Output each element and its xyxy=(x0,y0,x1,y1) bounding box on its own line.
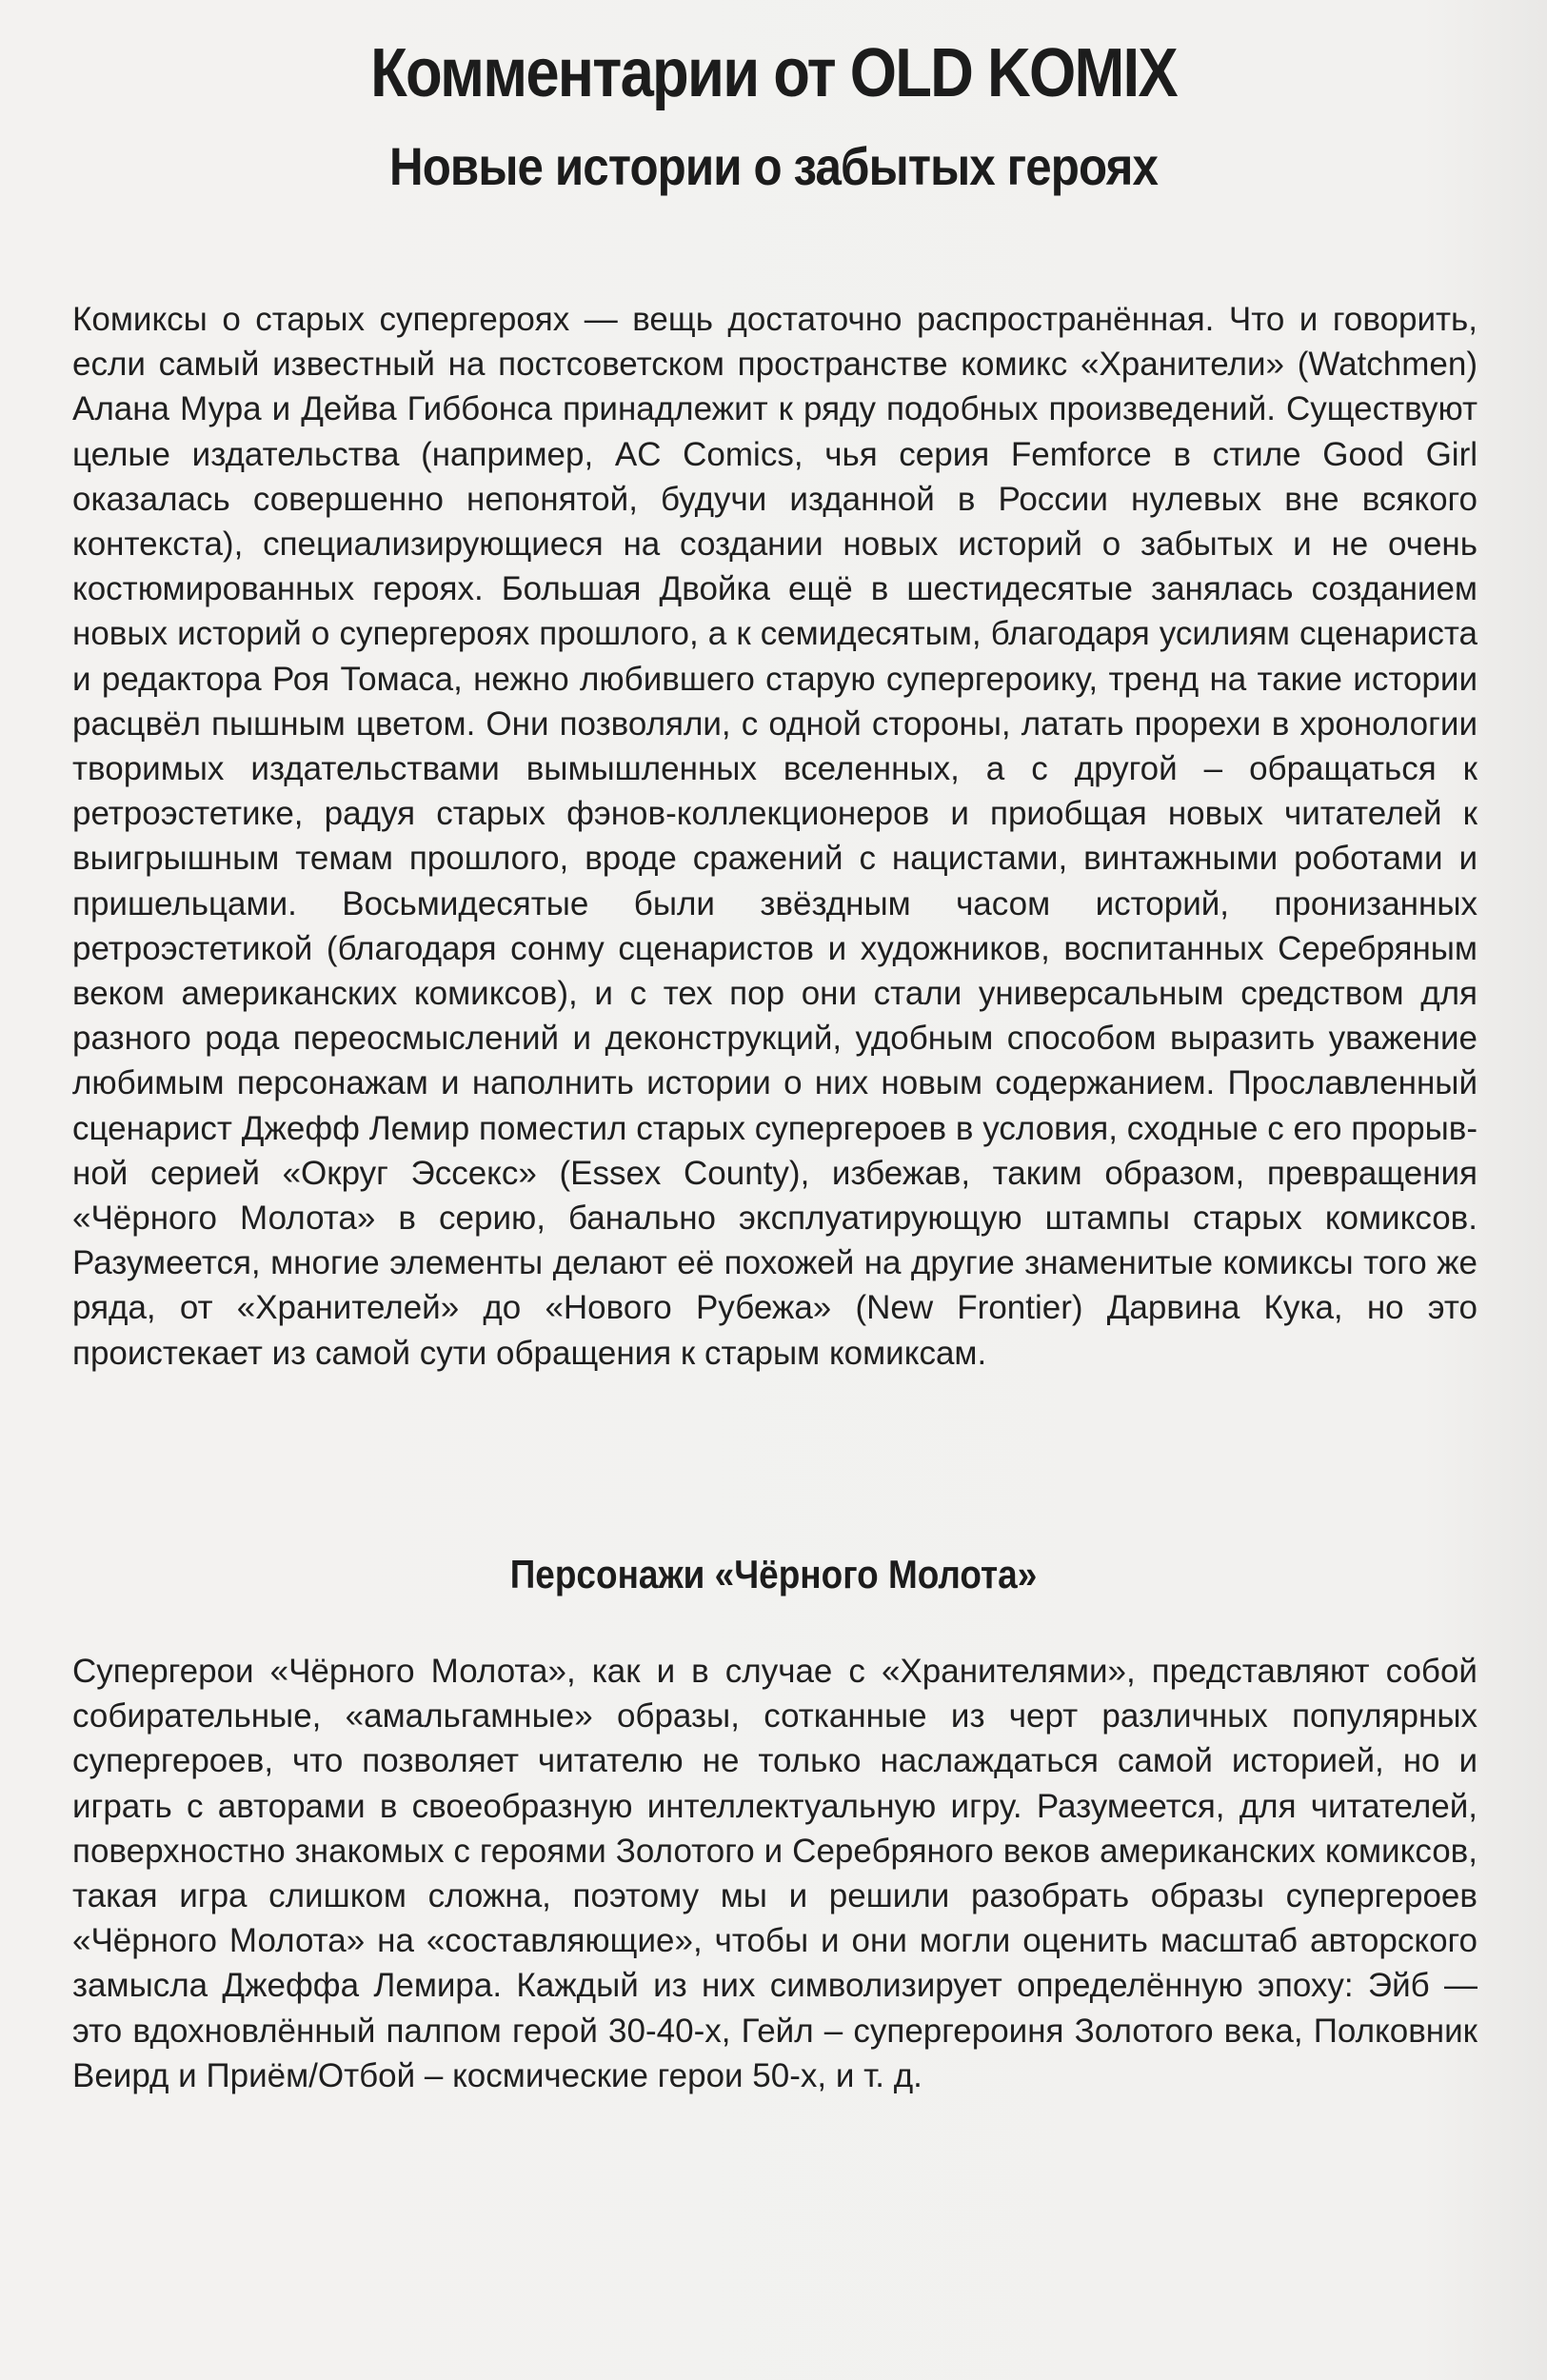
page-title: Комментарии от OLD KOMIX xyxy=(370,35,1177,111)
section-heading: Персонажи «Чёрного Молота» xyxy=(509,1552,1038,1597)
page-subtitle: Новые истории о забытых героях xyxy=(389,136,1158,196)
characters-paragraph: Супергерои «Чёрного Молота», как и в случае с «Хранителями», представляют собой собирательные, «амальгамные» образы, сотканные из черт различных популярных супергероев, что позволяет читателю не только наслаждаться самой историей, но и играть с авторами в своеобразную интеллектуальную игру. Разумеется, для читателей, поверхностно знакомых с героями Золотого и Серебряного веков американских комиксов, такая игра слишком сложна, поэтому мы и решили разобрать образы супергероев «Чёрного Молота» на «составляющие», чтобы и они могли оценить масштаб авторского замысла Джеффа Лемира. Каждый из них символизирует определённую эпоху: Эйб — это вдохновлённый палпом герой 30-40-х, Гейл – супергероиня Золотого века, Полковник Веирд и Приём/Отбой – космические герои 50-х, и т. д. xyxy=(72,1653,1478,2094)
intro-paragraph: Комиксы о старых супергероях — вещь достаточно распространённая. Что и говорить, если самый известный на постсоветском пространстве комикс «Хранители» (Watchmen) Алана Мура и Дейва Гиббонса принадлежит к ряду подобных произведений. Существуют целые издательства (например, AC Comics, чья серия Femforce в стиле Good Girl оказалась совершенно непонятой, будучи изданной в России нулевых вне всякого контекста), специализирующиеся на создании новых историй о забытых и не очень костюмированных героях. Большая Двойка ещё в шестидесятые занялась созданием новых историй о супергероях прошлого, а к семидесятым, благодаря усилиям сценариста и редактора Роя Томаса, нежно любившего старую супергероику, тренд на такие истории расцвёл пышным цветом. Они позволяли, с одной стороны, латать прорехи в хронологии творимых издательствами вымышленных вселенных, а с другой – обращаться к ретроэстетике, радуя старых фэнов-коллекционеров и приобщая новых читателей к выигрышным темам прошлого, вроде сражений с нацистами, винтажными роботами и пришельцами. Восьмидесятые были звёздным часом историй, пронизанных ретроэстетикой (благодаря сонму сценаристов и художников, воспитанных Серебряным веком американских комиксов), и с тех пор они стали универсальным средством для разного рода переосмыслений и деконструкций, удобным способом выразить уважение любимым персонажам и наполнить истории о них новым содержанием. Прославленный сценарист Джефф Лемир поместил старых супергероев в условия, сходные с его прорывной серией «Округ Эссекс» (Essex County), избежав, таким образом, превращения «Чёрного Молота» в серию, банально эксплуатирующую штампы старых комиксов. Разумеется, многие элементы делают её похожей на другие знаменитые комиксы того же ряда, от «Хранителей» до «Нового Рубежа» (New Frontier) Дарвина Кука, но это проистекает из самой сути обращения к старым комиксам. xyxy=(72,301,1478,1372)
